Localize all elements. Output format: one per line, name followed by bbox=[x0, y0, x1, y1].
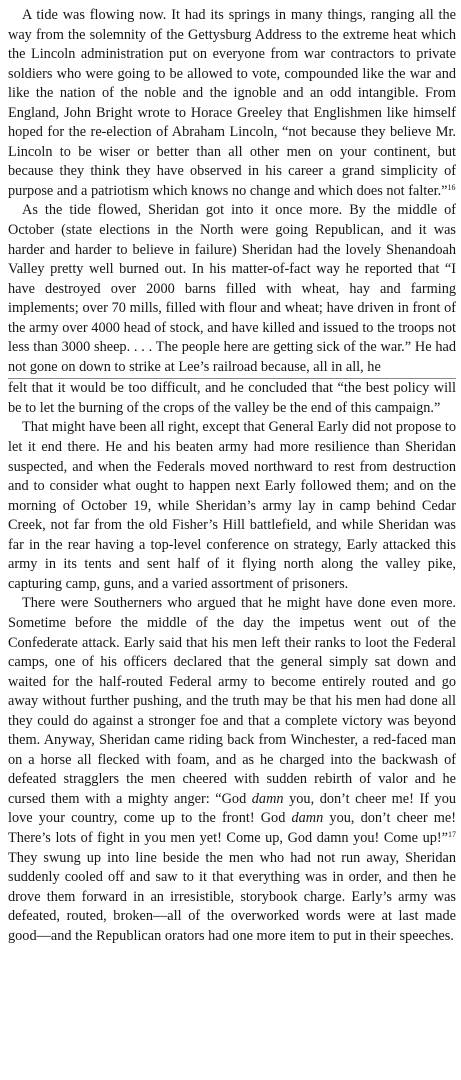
footnote-marker-16: 16 bbox=[447, 182, 456, 192]
paragraph-sheridan-valley-continued: felt that it would be too difficult, and he concluded that “the best policy will be to let the burning of the crops of the valley be the end of this campaign.” bbox=[8, 380, 456, 416]
emphasis-damn-2: damn bbox=[291, 810, 324, 827]
paragraph-early-attack: That might have been all right, except that General Early did not propose to let it end there. He and his beaten army had more resilience than Sheridan suspected, and when the Federals moved northward to rest from destruction and to consider what ought to happen next Early followed them; and on the morning of October 19, while Sheridan’s army lay in camp behind Cedar Creek, not far from the old Fisher’s Hill battlefield, and while Sheridan was far in the rear having a top-level conference on strategy, Early attacked this army in its tents and sent half of it flying north along the valley pike, capturing camp, guns, and a varied assortment of prisoners. bbox=[8, 419, 456, 592]
paragraph-tide bbox=[8, 6, 456, 201]
emphasis-damn-1: damn bbox=[251, 790, 284, 807]
paragraph-southerners-text-4: They swung up into line beside the men who had not run away, Sheridan suddenly cooled off and saw to it that everything was in order, and then he drove them forward in an irresistible, storybook charge. Early’s army was defeated, routed, broken—all of the overworked words were at last made good—and the Republican orators had one more item to put in their speeches. bbox=[8, 849, 456, 944]
footnote-marker-17: 17 bbox=[448, 829, 456, 839]
paragraph-southerners-text-3: you, don’t cheer me! There’s lots of fight in you men yet! Come up, God damn you! Come up!” bbox=[8, 810, 456, 846]
paragraph-tide-text: A tide was flowing now. It had its springs in many things, ranging all the way from the solemnity of the Gettysburg Address to the extreme heat which the Lincoln administration put on everyone from war contractors to private soldiers who were going to be allowed to vote, compounded like the war and like the nation of the noble and the ignoble and an odd intangible. From England, John Bright wrote to Horace Greeley that Englishmen like himself hoped for the re-election of Abraham Lincoln, “not because they believe Mr. Lincoln to be wiser or better than all other men on your continent, but because they think they have observed in his career a grand simplicity of purpose and a patriotism which knows no change and which does not falter.” bbox=[8, 7, 456, 199]
paragraph-southerners-text-2: you, don’t cheer me! If you love your country, come up to the front! God bbox=[8, 790, 456, 827]
paragraph-southerners bbox=[8, 594, 456, 946]
paragraph-southerners-text-1: There were Southerners who argued that he might have done even more. Sometime before the middle of the day the impetus went out of the Confederate attack. Early said that his men left their ranks to loot the Federal camps, one of his officers declared that the general simply sat down and waited for the half-routed Federal army to become entirely routed and go away without further pushing, and the truth may be that his men had done all they could do against a stronger foe and that a complete victory was beyond them. Anyway, Sheridan came riding back from Winchester, a red-faced man on a horse all flecked with foam, and as he charged into the backwash of defeated stragglers the men cheered with sudden rebirth of valor and he cursed them with a mighty anger: “God bbox=[8, 595, 456, 807]
paragraph-sheridan-valley: As the tide flowed, Sheridan got into it once more. By the middle of October (state elections in the North were going Republican, and it was harder and harder to believe in failure) Sheridan had the lovely Shenandoah Valley pretty well burned out. In his matter-of-fact way he reported that “I have destroyed over 2000 barns filled with wheat, hay and farming implements; over 70 mills, filled with flour and wheat; have driven in front of the army over 4000 head of stock, and have killed and issued to the troops not less than 3000 sheep. . . . The people here are getting sick of the war.” He had not gone on down to strike at Lee’s railroad because, all in all, he bbox=[8, 202, 456, 375]
